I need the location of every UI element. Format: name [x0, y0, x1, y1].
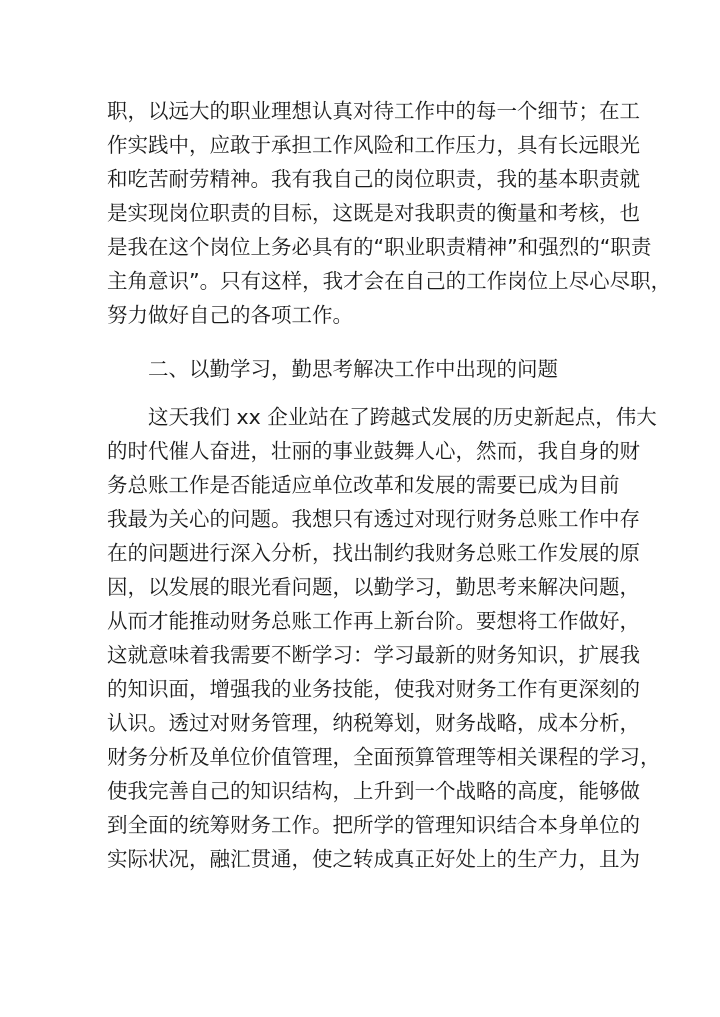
paragraph-line: 从而才能推动财务总账工作再上新台阶。要想将工作做好， [107, 609, 640, 633]
paragraph-line: 主角意识”。只有这样，我才会在自己的工作岗位上尽心尽职， [107, 269, 672, 293]
paragraph-line: 使我完善自己的知识结构，上升到一个战略的高度，能够做 [107, 779, 640, 803]
paragraph-line: 作实践中，应敢于承担工作风险和工作压力，具有长远眼光 [107, 133, 640, 157]
paragraph-line: 认识。透过对财务管理，纳税筹划，财务战略，成本分析， [107, 711, 640, 735]
paragraph-line: 职，以远大的职业理想认真对待工作中的每一个细节；在工 [107, 99, 640, 123]
paragraph-line: 的时代催人奋进，壮丽的事业鼓舞人心，然而，我自身的财 [107, 439, 640, 463]
paragraph-line: 到全面的统筹财务工作。把所学的管理知识结合本身单位的 [107, 813, 640, 837]
paragraph-line: 务总账工作是否能适应单位改革和发展的需要已成为目前 [107, 473, 620, 497]
section-heading: 二、以勤学习，勤思考解决工作中出现的问题 [148, 357, 558, 381]
paragraph-line: 我最为关心的问题。我想只有透过对现行财务总账工作中存 [107, 507, 640, 531]
paragraph-line: 这就意味着我需要不断学习：学习最新的财务知识，扩展我 [107, 643, 640, 667]
paragraph-line: 是我在这个岗位上务必具有的“职业职责精神”和强烈的“职责 [107, 235, 652, 259]
paragraph-line: 努力做好自己的各项工作。 [107, 303, 353, 327]
paragraph-line: 的知识面，增强我的业务技能，使我对财务工作有更深刻的 [107, 677, 640, 701]
paragraph-line: 这天我们 xx 企业站在了跨越式发展的历史新起点，伟大 [148, 405, 657, 429]
paragraph-line: 和吃苦耐劳精神。我有我自己的岗位职责，我的基本职责就 [107, 167, 640, 191]
paragraph-line: 因，以发展的眼光看问题，以勤学习，勤思考来解决问题， [107, 575, 640, 599]
paragraph-line: 实际状况，融汇贯通，使之转成真正好处上的生产力，且为 [107, 847, 640, 871]
paragraph-line: 是实现岗位职责的目标，这既是对我职责的衡量和考核，也 [107, 201, 640, 225]
paragraph-line: 在的问题进行深入分析，找出制约我财务总账工作发展的原 [107, 541, 640, 565]
paragraph-line: 财务分析及单位价值管理，全面预算管理等相关课程的学习， [107, 745, 661, 769]
